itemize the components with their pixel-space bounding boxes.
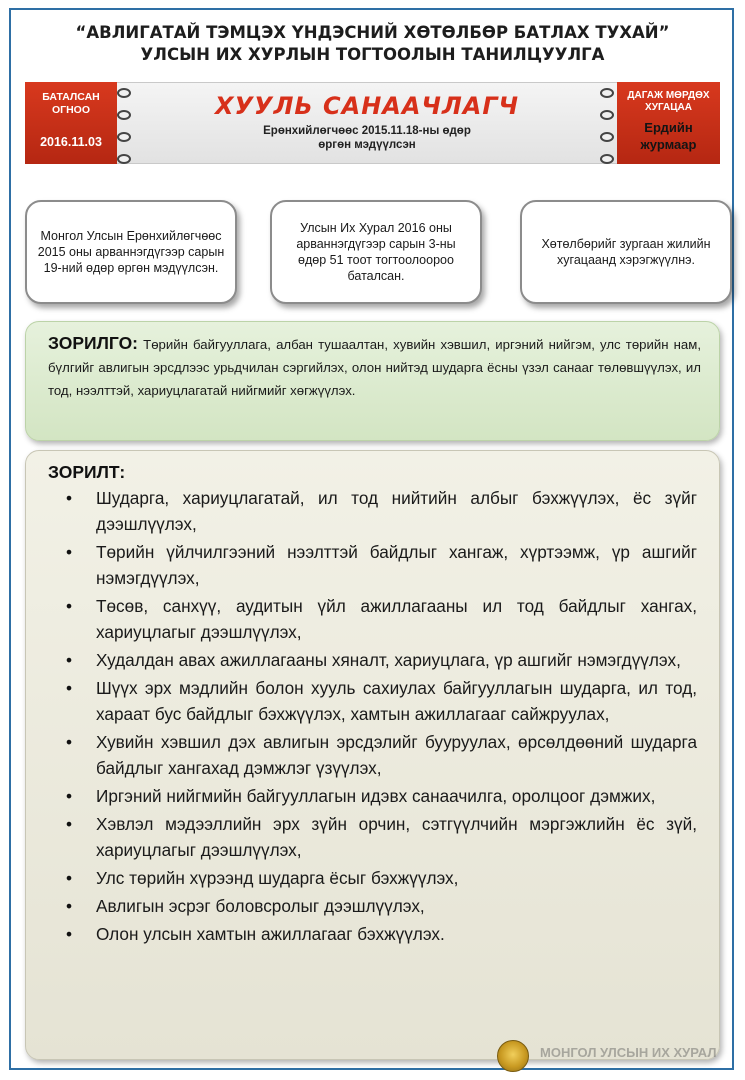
info-card-duration: [520, 200, 732, 304]
objectives-label: ЗОРИЛТ:: [48, 462, 126, 482]
list-item: • Төсөв, санхүү, аудитын үйл ажиллагааны ил тод байдлыг хангах, хариуцлагыг дээшлүүлэх,: [66, 593, 697, 645]
objectives-list: [26, 485, 721, 949]
info-card-approved: [270, 200, 482, 304]
info-card-text: Улсын Их Хурал 2016 оны арваннэгдүгээр сарын 3-ны өдөр 51 тоот тогтоолоороо баталсан.: [296, 221, 456, 283]
list-item: • Хэвлэл мэдээллийн эрх зүйн орчин, сэтгүүлчийн мэргэжлийн ёс зүй, хариуцлагыг дээшлүүлэх,: [66, 811, 697, 863]
goal-section: [25, 321, 720, 441]
enforcement-term-value: Ердийн журмаар: [640, 120, 697, 152]
goal-label: ЗОРИЛГО:: [48, 333, 139, 353]
enforcement-term-box: [617, 82, 720, 164]
approved-date-box: [25, 82, 117, 164]
approved-date-label: БАТАЛСАН ОГНОО: [42, 91, 100, 116]
list-item: • Худалдан авах ажиллагааны хяналт, хариуцлага, үр ашгийг нэмэгдүүлэх,: [66, 647, 697, 673]
list-item: • Олон улсын хамтын ажиллагааг бэхжүүлэх.: [66, 921, 697, 947]
list-item: • Авлигын эсрэг боловсролыг дээшлүүлэх,: [66, 893, 697, 919]
watermark-text: МОНГОЛ УЛСЫН ИХ ХУРАЛ: [540, 1045, 717, 1060]
goal-text: Төрийн байгууллага, албан тушаалтан, хувийн хэвшил, иргэний нийгэм, улс төрийн нам, бүлгийг авлигын эрсдлээс урьдчилан сэргийлэх, олон нийтэд шударга ёсны үзэл санааг төлөвшүүлэх, ил тод, нээлттэй, хариуцлагатай нийгмийг хөгжүүлэх.: [48, 337, 701, 398]
banner-subtext: [117, 124, 617, 152]
parliament-emblem-icon: [497, 1040, 529, 1072]
list-item: • Иргэний нийгмийн байгууллагын идэвх санаачилга, оролцоог дэмжих,: [66, 783, 697, 809]
title-line-2: УЛСЫН ИХ ХУРЛЫН ТОГТООЛЫН ТАНИЛЦУУЛГА: [140, 45, 605, 64]
page-title: [0, 22, 745, 66]
list-item: • Хувийн хэвшил дэх авлигын эрсдэлийг бууруулах, өрсөлдөөний шударга байдлыг хангахад дэмжлэг үзүүлэх,: [66, 729, 697, 781]
banner-heading: ХУУЛЬ САНААЧЛАГЧ: [214, 92, 520, 120]
list-item: • Шүүх эрх мэдлийн болон хууль сахиулах байгууллагын шударга, ил тод, хараат бус байдлыг бэхжүүлэх, хамтын ажиллагааг сайжруулах,: [66, 675, 697, 727]
approved-date-value: 2016.11.03: [40, 135, 102, 149]
info-card-text: Хөтөлбөрийг зургаан жилийн хугацаанд хэрэгжүүлнэ.: [541, 237, 711, 267]
objectives-section: [25, 450, 720, 1060]
list-item: • Улс төрийн хүрээнд шударга ёсыг бэхжүүлэх,: [66, 865, 697, 891]
list-item: • Шударга, хариуцлагатай, ил тод нийтийн албыг бэхжүүлэх, ёс зүйг дээшлүүлэх,: [66, 485, 697, 537]
banner-subtext-line-2: өргөн мэдүүлсэн: [318, 139, 416, 151]
list-item: • Төрийн үйлчилгээний нээлттэй байдлыг хангаж, хүртээмж, үр ашгийг нэмэгдүүлэх,: [66, 539, 697, 591]
info-card-text: Монгол Улсын Ерөнхийлөгчөөс 2015 оны арваннэгдүгээр сарын 19-ний өдөр өргөн мэдүүлсэн.: [37, 229, 225, 275]
info-card-submitted: [25, 200, 237, 304]
title-line-1: “АВЛИГАТАЙ ТЭМЦЭХ ҮНДЭСНИЙ ХӨТӨЛБӨР БАТЛАХ ТУХАЙ”: [75, 23, 670, 42]
banner-subtext-line-1: Ерөнхийлөгчөөс 2015.11.18-ны өдөр: [263, 125, 471, 137]
enforcement-term-label: ДАГАЖ МӨРДӨХ ХУГАЦАА: [627, 90, 710, 113]
